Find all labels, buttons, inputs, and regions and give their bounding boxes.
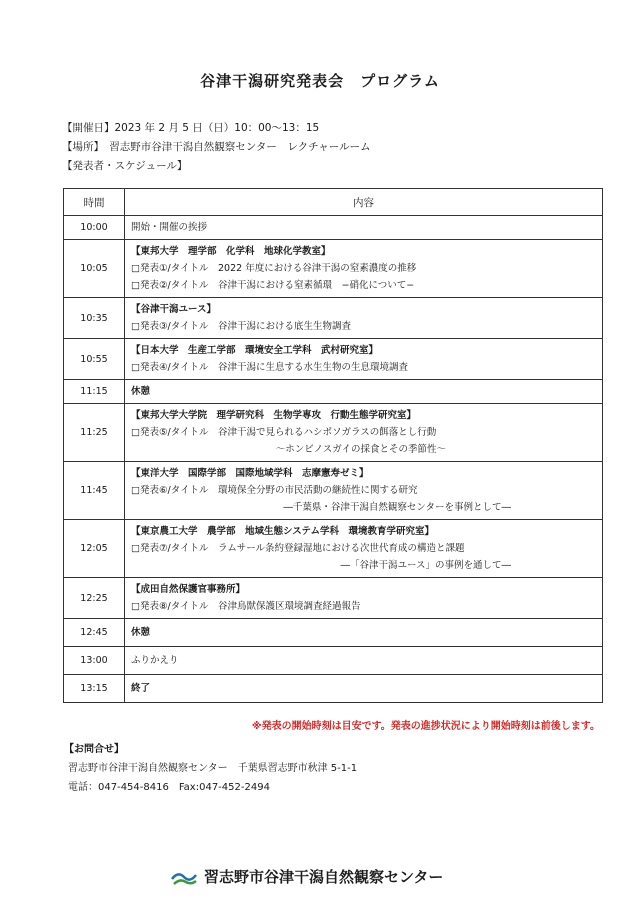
row-time: 11:15 <box>64 380 125 404</box>
row-content <box>125 675 603 703</box>
presentation-title: □発表⑤/タイトル 谷津干潟で見られるハシボソガラスの餌落とし行動 <box>131 427 437 438</box>
event-place: 【場所】 習志野市谷津干潟自然観察センター レクチャールーム <box>62 141 371 153</box>
row-time: 10:35 <box>64 298 125 339</box>
row-content <box>125 578 603 619</box>
presentation-title: □発表③/タイトル 谷津干潟における底生生物調査 <box>131 321 352 332</box>
row-content <box>125 462 603 520</box>
presenter-group: 【東邦大学大学院 理学研究科 生物学専攻 行動生態学研究室】 <box>131 410 417 421</box>
presenter-group: 【成田自然保護官事務所】 <box>131 584 246 595</box>
content-line: 休憩 <box>131 386 151 397</box>
row-time: 12:05 <box>64 520 125 578</box>
footer-center-name: 習志野市谷津干潟自然観察センター <box>204 868 444 886</box>
row-content <box>125 298 603 339</box>
row-time: 13:15 <box>64 675 125 703</box>
contact-address: 習志野市谷津干潟自然観察センター 千葉県習志野市秋津 5-1-1 <box>68 763 358 774</box>
row-content <box>125 240 603 298</box>
content-line: ふりかえり <box>131 655 179 666</box>
contact-phone: 電話：047-454-8416 Fax:047-452-2494 <box>68 782 270 793</box>
table-row <box>64 675 603 703</box>
presentation-title: □発表①/タイトル 2022 年度における谷津干潟の窒素濃度の推移 <box>131 263 417 274</box>
header-content: 内容 <box>125 189 603 216</box>
table-row <box>64 404 603 462</box>
table-row <box>64 240 603 298</box>
table-header-row <box>64 189 603 216</box>
row-content <box>125 404 603 462</box>
content-line: 休憩 <box>131 627 151 638</box>
page-title: 谷津干潟研究発表会 プログラム <box>200 72 440 90</box>
row-time: 10:00 <box>64 216 125 240</box>
content-line: ―「谷津干潟ユース」の事例を通して― <box>340 560 511 571</box>
row-time: 12:45 <box>64 619 125 647</box>
presenter-group: 【東洋大学 国際学部 国際地域学科 志摩憲寿ゼミ】 <box>131 468 369 479</box>
table-row <box>64 216 603 240</box>
row-content <box>125 619 603 647</box>
event-date: 【開催日】2023 年 2 月 5 日（日）10：00〜13：15 <box>62 122 320 134</box>
table-row <box>64 647 603 675</box>
row-content <box>125 520 603 578</box>
table-row <box>64 380 603 404</box>
table-row <box>64 578 603 619</box>
content-line: 終了 <box>131 683 151 694</box>
timing-note: ※発表の開始時刻は目安です。発表の進捗状況により開始時刻は前後します。 <box>251 721 600 732</box>
row-content <box>125 380 603 404</box>
presentation-title: □発表⑥/タイトル 環境保全分野の市民活動の継続性に関する研究 <box>131 485 418 496</box>
schedule-heading: 【発表者・スケジュール】 <box>62 160 188 172</box>
footer <box>170 866 443 887</box>
row-time: 10:55 <box>64 339 125 380</box>
center-logo-icon <box>170 867 198 887</box>
row-time: 10:05 <box>64 240 125 298</box>
content-line: 〜ホンビノスガイの採食とその季節性〜 <box>275 444 446 455</box>
presenter-group: 【谷津干潟ユース】 <box>131 304 217 315</box>
presentation-title: □発表②/タイトル 谷津干潟における窒素循環 −硝化について− <box>131 280 415 291</box>
row-content <box>125 216 603 240</box>
presenter-group: 【東京農工大学 農学部 地域生態システム学科 環境教育学研究室】 <box>131 526 435 537</box>
row-content <box>125 647 603 675</box>
header-time: 時間 <box>64 189 125 216</box>
table-row <box>64 298 603 339</box>
content-line: ―千葉県・谷津干潟自然観察センターを事例として― <box>283 502 511 513</box>
presentation-title: □発表④/タイトル 谷津干潟に生息する水生生物の生息環境調査 <box>131 362 409 373</box>
content-line: 開始・開催の挨拶 <box>131 222 208 233</box>
table-row <box>64 619 603 647</box>
presenter-group: 【日本大学 生産工学部 環境安全工学科 武村研究室】 <box>131 345 379 356</box>
row-time: 11:45 <box>64 462 125 520</box>
table-row <box>64 462 603 520</box>
presentation-title: □発表⑧/タイトル 谷津鳥獣保護区環境調査経過報告 <box>131 601 361 612</box>
row-time: 13:00 <box>64 647 125 675</box>
presenter-group: 【東邦大学 理学部 化学科 地球化学教室】 <box>131 246 331 257</box>
presentation-title: □発表⑦/タイトル ラムサール条約登録湿地における次世代育成の構造と課題 <box>131 543 465 554</box>
program-table <box>63 188 603 703</box>
row-content <box>125 339 603 380</box>
contact-heading: 【お問合せ】 <box>64 744 124 755</box>
row-time: 11:25 <box>64 404 125 462</box>
row-time: 12:25 <box>64 578 125 619</box>
table-row <box>64 520 603 578</box>
table-row <box>64 339 603 380</box>
